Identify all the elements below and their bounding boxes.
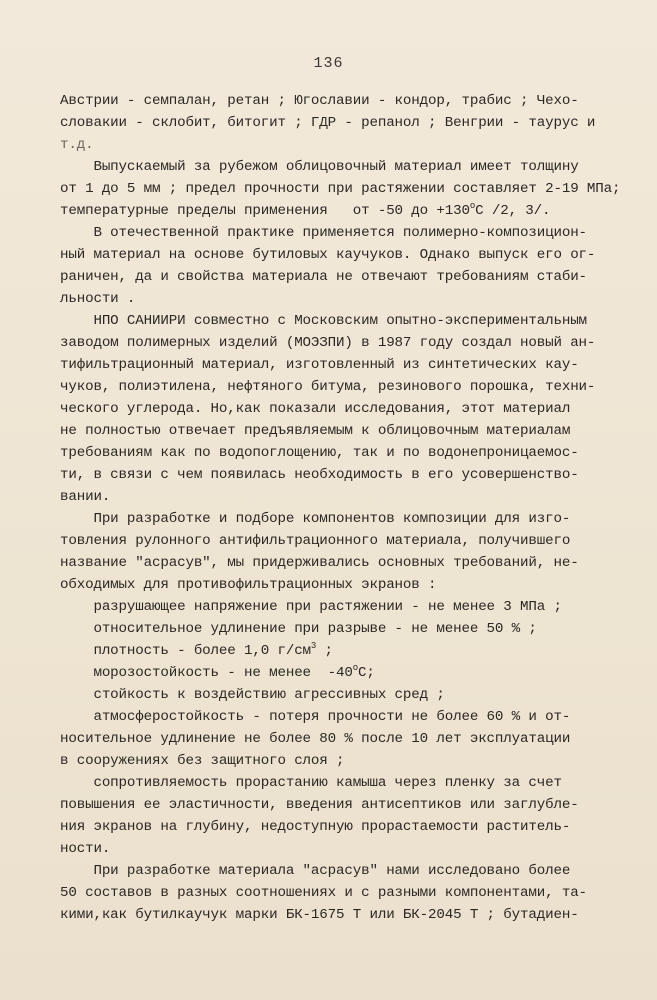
- text-line: [60, 552, 579, 574]
- line-text: ный материал на основе бутиловых каучуков. Однако выпуск его ог-: [60, 247, 596, 263]
- line-text: стойкость к воздействию агрессивных сред ;: [60, 687, 445, 703]
- text-line: [60, 420, 570, 442]
- text-line: [60, 794, 579, 816]
- line-text: ти, в связи с чем появилась необходимость в его усовершенство-: [60, 467, 579, 483]
- page-number: 136: [313, 55, 344, 72]
- text-line: [60, 222, 587, 244]
- text-line: [60, 134, 93, 156]
- line-text: сопротивляемость прорастанию камыша через пленку за счет: [60, 775, 562, 791]
- text-line: [60, 90, 579, 112]
- text-line: [60, 596, 562, 618]
- line-text: 50 составов в разных соотношениях и с разными компонентами, та-: [60, 885, 587, 901]
- line-text: НПО САНИИРИ совместно с Московским опытно-экспериментальным: [60, 313, 587, 329]
- text-line: [60, 706, 570, 728]
- text-line: [60, 838, 110, 860]
- line-text: ческого углерода. Но,как показали исследования, этот материал: [60, 401, 571, 417]
- text-line: [60, 112, 595, 134]
- text-line: [60, 442, 579, 464]
- text-line: [60, 640, 333, 662]
- text-line: [60, 376, 595, 398]
- line-text: При разработке и подборе компонентов композиции для изго-: [60, 511, 571, 527]
- text-line: [60, 750, 344, 772]
- line-text: морозостойкость - не менее -40: [60, 665, 353, 681]
- line-text: носительное удлинение не более 80 % после 10 лет эксплуатации: [60, 731, 571, 747]
- line-text: При разработке материала "асрасув" нами исследовано более: [60, 863, 571, 879]
- line-text: разрушающее напряжение при растяжении - не менее 3 МПа ;: [60, 599, 562, 615]
- line-text: В отечественной практике применяется полимерно-композицион-: [60, 225, 587, 241]
- text-line: [60, 530, 570, 552]
- line-text: 3: [310, 641, 317, 651]
- line-text: раничен, да и свойства материала не отвечают требованиям стаби-: [60, 269, 587, 285]
- text-line: [60, 156, 579, 178]
- text-line: [60, 398, 570, 420]
- text-line: [60, 200, 550, 222]
- line-text: чуков, полиэтилена, нефтяного битума, резинового порошка, техни-: [60, 379, 596, 395]
- line-text: температурные пределы применения от -50 до +130: [60, 203, 470, 219]
- line-text: ния экранов на глубину, недоступную прорастаемости раститель-: [60, 819, 571, 835]
- line-text: в сооружениях без защитного слоя ;: [60, 753, 345, 769]
- line-text: Австрии - семпалан, ретан ; Югославии - кондор, трабис ; Чехо-: [60, 93, 579, 109]
- line-text: повышения ее эластичности, введения антисептиков или заглубле-: [60, 797, 579, 813]
- line-text: ;: [316, 643, 333, 659]
- text-line: [60, 684, 445, 706]
- text-line: [60, 464, 579, 486]
- line-text: o: [469, 201, 476, 211]
- line-text: т.д.: [60, 137, 94, 153]
- line-text: обходимых для противофильтрационных экранов :: [60, 577, 437, 593]
- line-text: от 1 до 5 мм ; предел прочности при растяжении составляет 2-19 МПа;: [60, 181, 621, 197]
- line-text: название "асрасув", мы придерживались основных требований, не-: [60, 555, 579, 571]
- line-text: относительное удлинение при разрыве - не менее 50 % ;: [60, 621, 537, 637]
- text-line: [60, 574, 436, 596]
- line-text: ности.: [60, 841, 111, 857]
- line-text: вании.: [60, 489, 111, 505]
- text-line: [60, 618, 537, 640]
- line-text: требованиям как по водопоглощению, так и по водонепроницаемос-: [60, 445, 579, 461]
- line-text: товления рулонного антифильтрационного материала, получившего: [60, 533, 571, 549]
- text-line: [60, 816, 570, 838]
- line-text: кими,как бутилкаучук марки БК-1675 Т или БК-2045 Т ; бутадиен-: [60, 907, 579, 923]
- text-line: [60, 332, 595, 354]
- text-line: [60, 178, 620, 200]
- line-text: льности .: [60, 291, 136, 307]
- line-text: тифильтрационный материал, изготовленный из синтетических кау-: [60, 357, 579, 373]
- text-line: [60, 288, 135, 310]
- line-text: плотность - более 1,0 г/см: [60, 643, 311, 659]
- text-line: [60, 266, 587, 288]
- text-line: [60, 882, 587, 904]
- text-line: [60, 244, 595, 266]
- line-text: Выпускаемый за рубежом облицовочный материал имеет толщину: [60, 159, 579, 175]
- line-text: атмосферостойкость - потеря прочности не более 60 % и от-: [60, 709, 571, 725]
- line-text: словакии - склобит, битогит ; ГДР - репанол ; Венгрии - таурус и: [60, 115, 596, 131]
- line-text: заводом полимерных изделий (МОЭЗПИ) в 1987 году создал новый ан-: [60, 335, 596, 351]
- text-line: [60, 486, 110, 508]
- text-line: [60, 508, 570, 530]
- line-text: C;: [358, 665, 375, 681]
- text-line: [60, 728, 570, 750]
- line-text: не полностью отвечает предъявляемым к облицовочным материалам: [60, 423, 571, 439]
- text-line: [60, 772, 562, 794]
- text-line: [60, 662, 375, 684]
- text-line: [60, 310, 587, 332]
- text-line: [60, 354, 579, 376]
- line-text: o: [352, 663, 359, 673]
- text-line: [60, 904, 579, 926]
- line-text: C /2, 3/.: [475, 203, 551, 219]
- text-line: [60, 860, 570, 882]
